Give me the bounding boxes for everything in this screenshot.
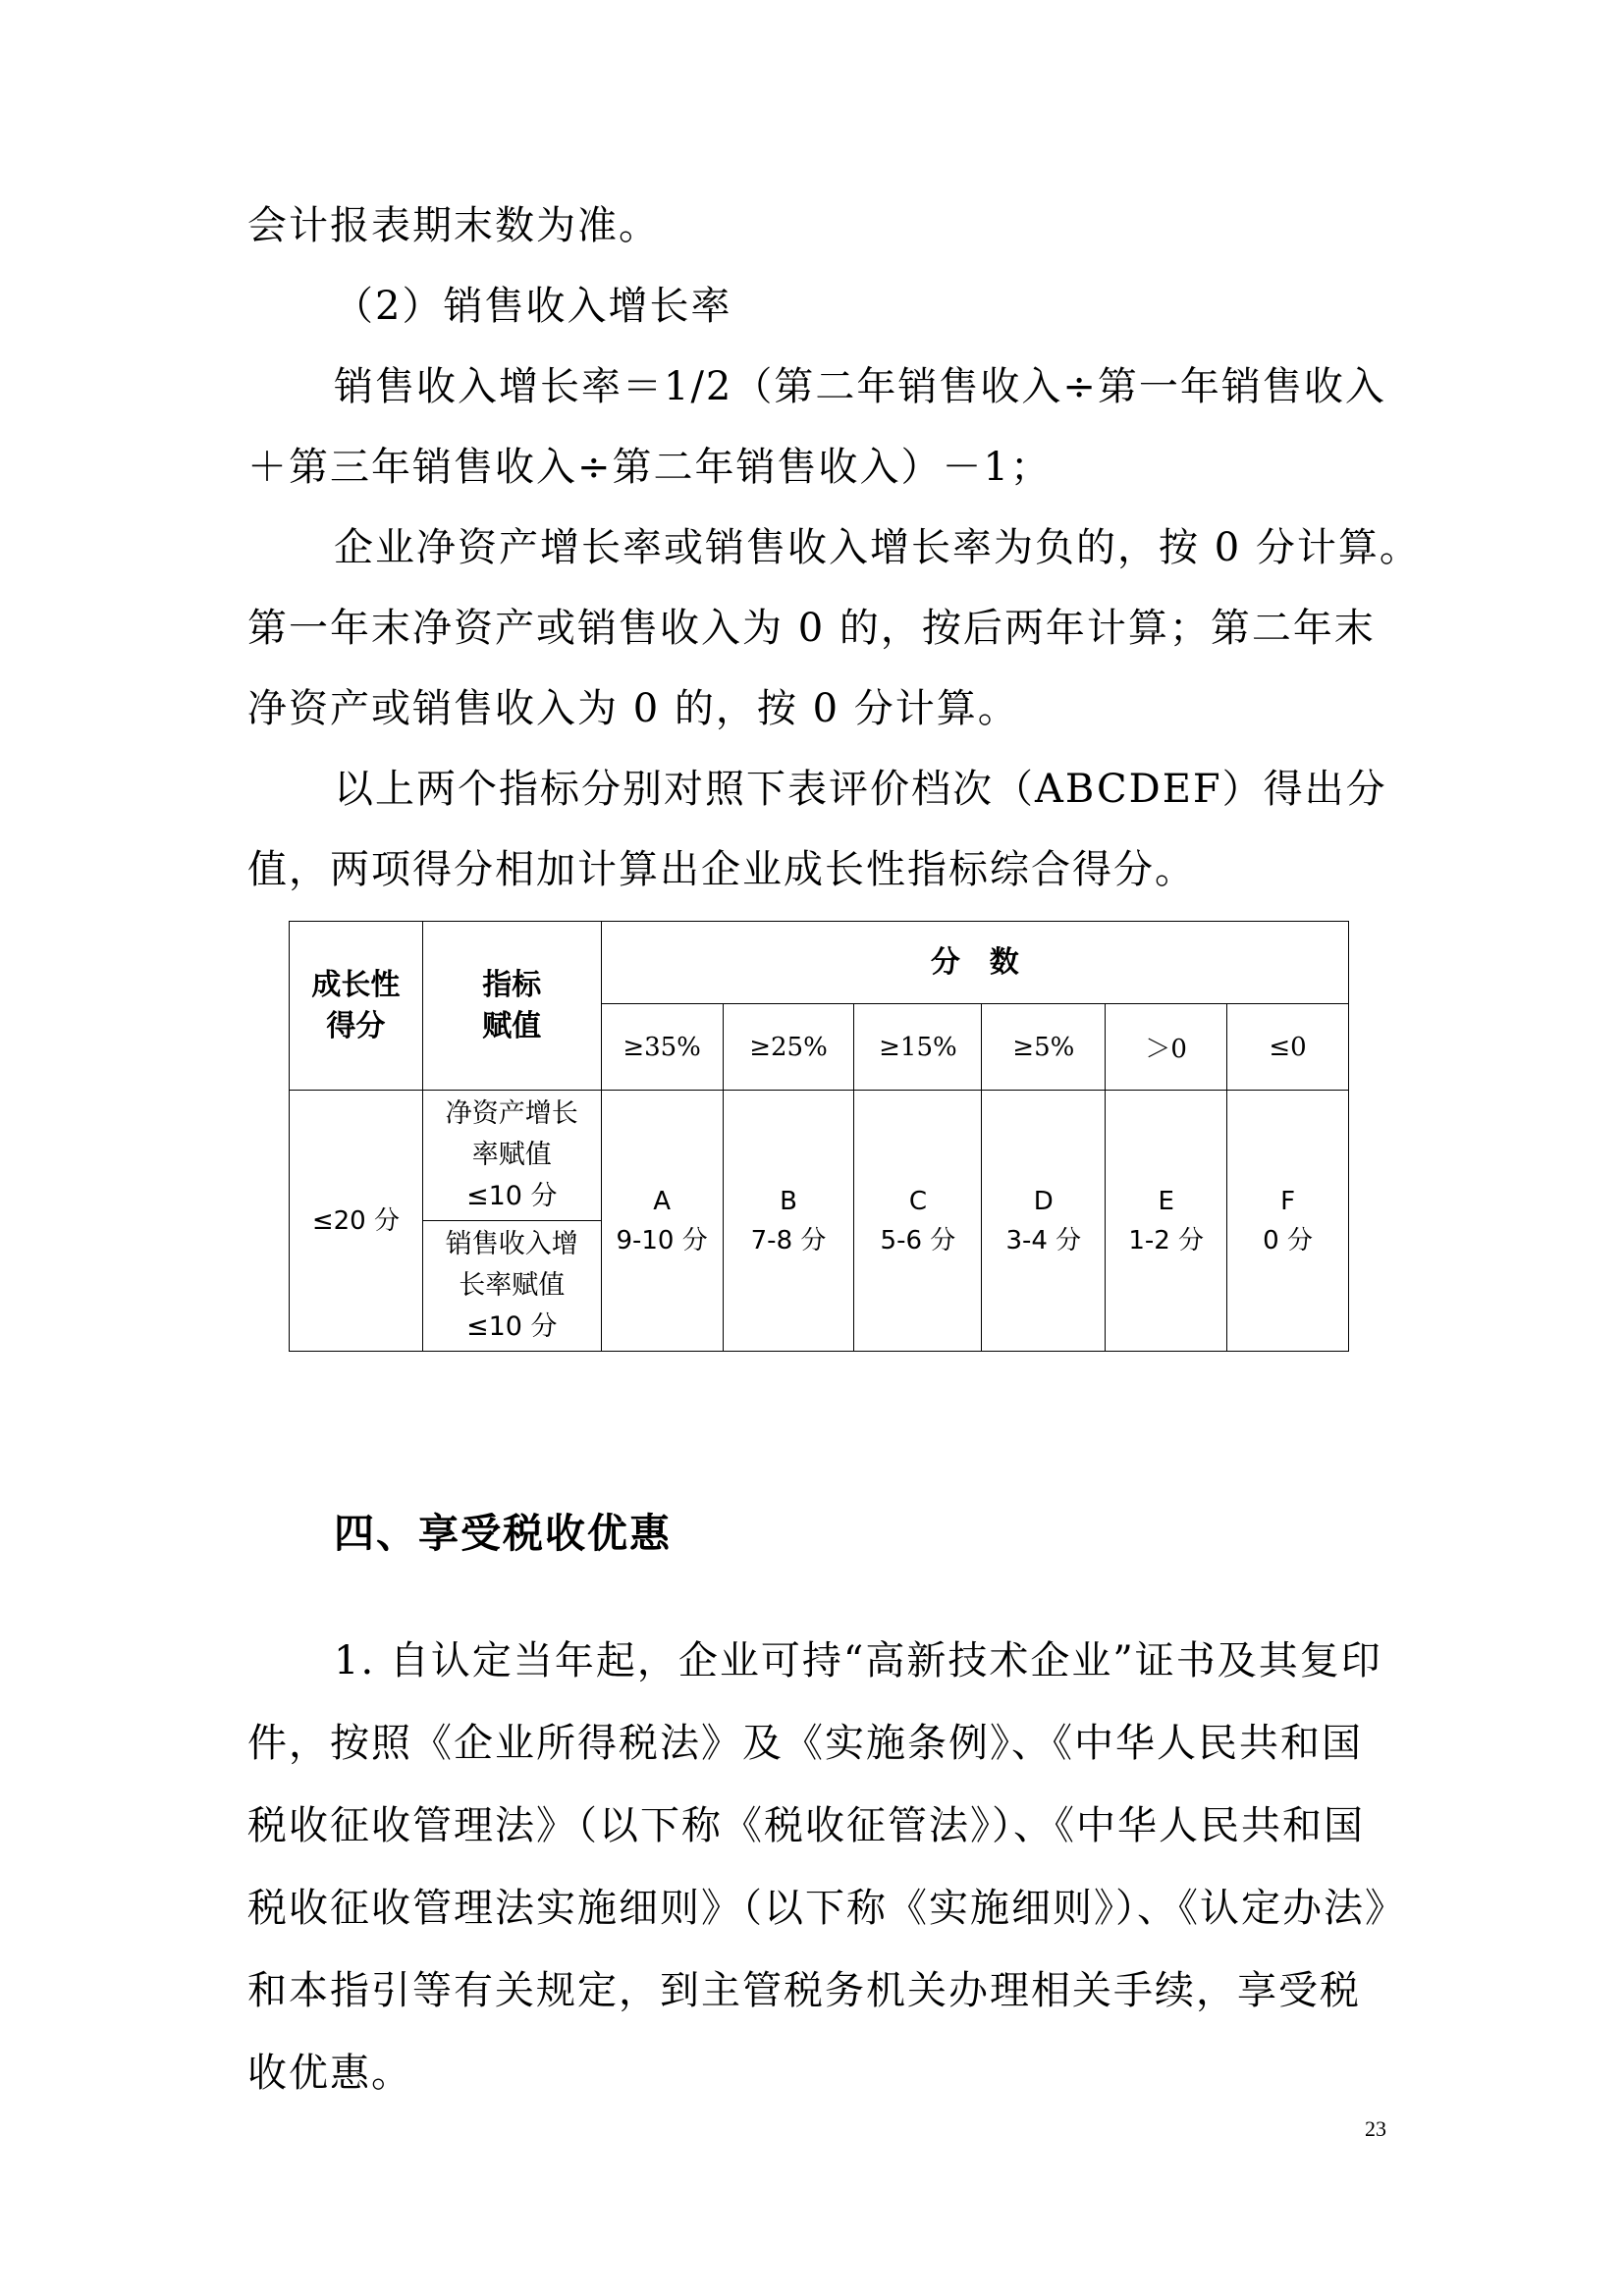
grade-points: 0 分 (1263, 1225, 1313, 1255)
grade-points: 1-2 分 (1128, 1225, 1205, 1255)
paragraph-line: 税收征收管理法实施细则》（以下称《实施细则》）、《认定办法》 (247, 1886, 1406, 1931)
grade-points: 3-4 分 (1005, 1225, 1082, 1255)
growth-score-table (289, 921, 1349, 1352)
grade-cell-e (1106, 1091, 1227, 1352)
indicator-line: 销售收入增 (445, 1229, 578, 1259)
paragraph-line: 销售收入增长率＝1/2（第二年销售收入÷第一年销售收入 (334, 364, 1386, 409)
paragraph-line: 值，两项得分相加计算出企业成长性指标综合得分。 (247, 847, 1196, 892)
indicator-line: 长率赋值 (459, 1270, 566, 1301)
header-score: 分 数 (601, 922, 1348, 1004)
grade-cell-c (854, 1091, 982, 1352)
threshold-cell: ≥5% (982, 1004, 1106, 1091)
grade-cell-b (723, 1091, 854, 1352)
header-growth-score-line1: 成长性 (311, 967, 401, 1002)
indicator-line: 率赋值 (471, 1140, 552, 1170)
threshold-cell: ≥25% (723, 1004, 854, 1091)
grade-cell-f (1227, 1091, 1349, 1352)
paragraph-line: 会计报表期末数为准。 (247, 203, 660, 248)
grade-letter: B (780, 1186, 797, 1216)
grade-cell-a (601, 1091, 723, 1352)
grade-points: 9-10 分 (616, 1225, 708, 1255)
grade-points: 5-6 分 (880, 1225, 956, 1255)
paragraph-line: 第一年末净资产或销售收入为 0 的，按后两年计算；第二年末 (247, 606, 1376, 651)
grade-letter: A (653, 1186, 671, 1216)
paragraph-line: 件，按照《企业所得税法》及《实施条例》、《中华人民共和国 (247, 1721, 1363, 1766)
page-number: 23 (1365, 2116, 1386, 2141)
grade-points: 7-8 分 (750, 1225, 827, 1255)
header-indicator (422, 922, 601, 1091)
paragraph-line: 收优惠。 (247, 2051, 412, 2096)
threshold-cell: ≥35% (601, 1004, 723, 1091)
paragraph-line: 企业净资产增长率或销售收入增长率为负的，按 0 分计算。 (334, 525, 1421, 570)
indicator-net-assets (422, 1091, 601, 1221)
indicator-line: ≤10 分 (465, 1311, 558, 1342)
paragraph-line: 净资产或销售收入为 0 的，按 0 分计算。 (247, 686, 1019, 731)
grade-letter: D (1033, 1186, 1054, 1216)
header-growth-score-line2: 得分 (326, 1008, 386, 1043)
paragraph-line: 税收征收管理法》（以下称《税收征管法》）、《中华人民共和国 (247, 1803, 1365, 1848)
threshold-cell: ≥15% (854, 1004, 982, 1091)
threshold-cell: ≤0 (1227, 1004, 1349, 1091)
row-score-limit: ≤20 分 (290, 1091, 423, 1352)
section-heading: 四、享受税收优惠 (334, 1510, 672, 1557)
grade-letter: E (1158, 1186, 1174, 1216)
indicator-sales-revenue (422, 1221, 601, 1352)
paragraph-line: 以上两个指标分别对照下表评价档次（ABCDEF）得出分 (334, 767, 1387, 812)
header-indicator-line2: 赋值 (482, 1008, 542, 1043)
grade-letter: C (908, 1186, 927, 1216)
grade-letter: F (1280, 1186, 1296, 1216)
paragraph-line: 和本指引等有关规定，到主管税务机关办理相关手续，享受税 (247, 1968, 1361, 2013)
indicator-line: 净资产增长 (445, 1098, 578, 1129)
paragraph-line: ＋第三年销售收入÷第二年销售收入）－1； (247, 445, 1052, 490)
header-indicator-line1: 指标 (482, 967, 542, 1002)
threshold-cell: ＞0 (1106, 1004, 1227, 1091)
indicator-line: ≤10 分 (465, 1181, 558, 1211)
grade-cell-d (982, 1091, 1106, 1352)
subsection-title: （2）销售收入增长率 (334, 284, 732, 329)
header-growth-score (290, 922, 423, 1091)
paragraph-line: 1. 自认定当年起，企业可持“高新技术企业”证书及其复印 (334, 1638, 1382, 1683)
